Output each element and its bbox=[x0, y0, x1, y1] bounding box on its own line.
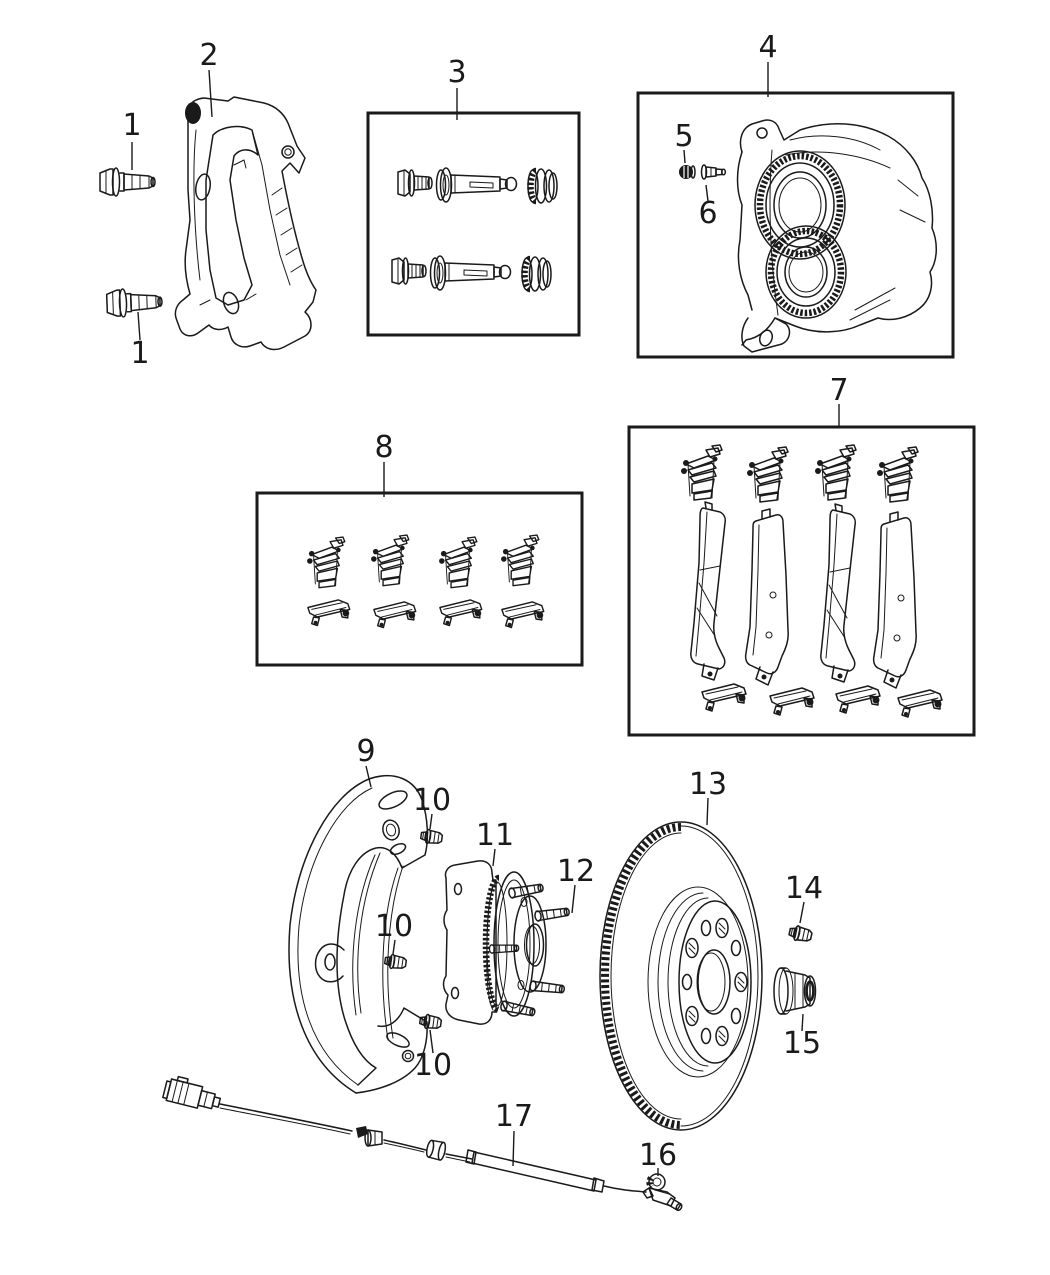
callout-10-b: 10 bbox=[374, 909, 414, 944]
hub-nut-drawing bbox=[774, 968, 816, 1014]
callout-4: 4 bbox=[758, 30, 778, 65]
callout-17: 17 bbox=[494, 1099, 534, 1134]
callout-13: 13 bbox=[688, 767, 728, 802]
hub-bearing-drawing bbox=[444, 861, 570, 1024]
shield-bolt-drawing-3 bbox=[419, 1014, 442, 1031]
callout-2: 2 bbox=[199, 38, 219, 73]
pad-hardware-kit-box bbox=[257, 493, 582, 665]
rotor-lug-holes bbox=[686, 919, 747, 1046]
callout-3: 3 bbox=[447, 55, 467, 90]
callout-10-a: 10 bbox=[412, 783, 452, 818]
callout-12: 12 bbox=[556, 854, 596, 889]
callout-16: 16 bbox=[638, 1138, 678, 1173]
callout-1-lower: 1 bbox=[130, 336, 150, 371]
callout-1-upper: 1 bbox=[122, 108, 142, 143]
cable-grommet bbox=[425, 1139, 446, 1160]
caliper-adapter-drawing bbox=[175, 97, 316, 349]
bleeder-screw-drawing bbox=[702, 165, 726, 179]
callout-15: 15 bbox=[782, 1026, 822, 1061]
rotor-screw-drawing bbox=[788, 924, 813, 943]
callout-10-c: 10 bbox=[413, 1048, 453, 1083]
shield-bolt-drawing-1 bbox=[420, 829, 443, 846]
mounting-bolt-drawing-lower bbox=[107, 288, 163, 318]
brake-caliper-drawing bbox=[738, 120, 937, 352]
guide-pin-row-lower bbox=[392, 256, 551, 291]
hardware-kit-lower-clips bbox=[308, 600, 544, 628]
callout-6: 6 bbox=[698, 196, 718, 231]
callout-8: 8 bbox=[374, 430, 394, 465]
pad-kit-lower-clips bbox=[702, 684, 942, 717]
callout-7: 7 bbox=[829, 373, 849, 408]
mounting-bolt-drawing-upper bbox=[100, 168, 155, 196]
speed-sensor-head-drawing bbox=[643, 1174, 683, 1211]
bleeder-cap-drawing bbox=[679, 165, 695, 179]
brake-rotor-drawing bbox=[600, 822, 762, 1130]
brake-pads bbox=[691, 502, 916, 688]
pad-kit-upper-clips bbox=[681, 445, 918, 502]
hardware-kit-upper-clips bbox=[307, 535, 539, 588]
guide-pin-row-upper bbox=[398, 168, 557, 203]
callout-5: 5 bbox=[674, 119, 694, 154]
callout-14: 14 bbox=[784, 871, 824, 906]
callout-11: 11 bbox=[475, 818, 515, 853]
cable-clip bbox=[356, 1126, 382, 1146]
guide-pin-kit-box bbox=[368, 113, 579, 335]
callout-9: 9 bbox=[356, 734, 376, 769]
speed-sensor-cable-drawing bbox=[162, 1074, 646, 1192]
